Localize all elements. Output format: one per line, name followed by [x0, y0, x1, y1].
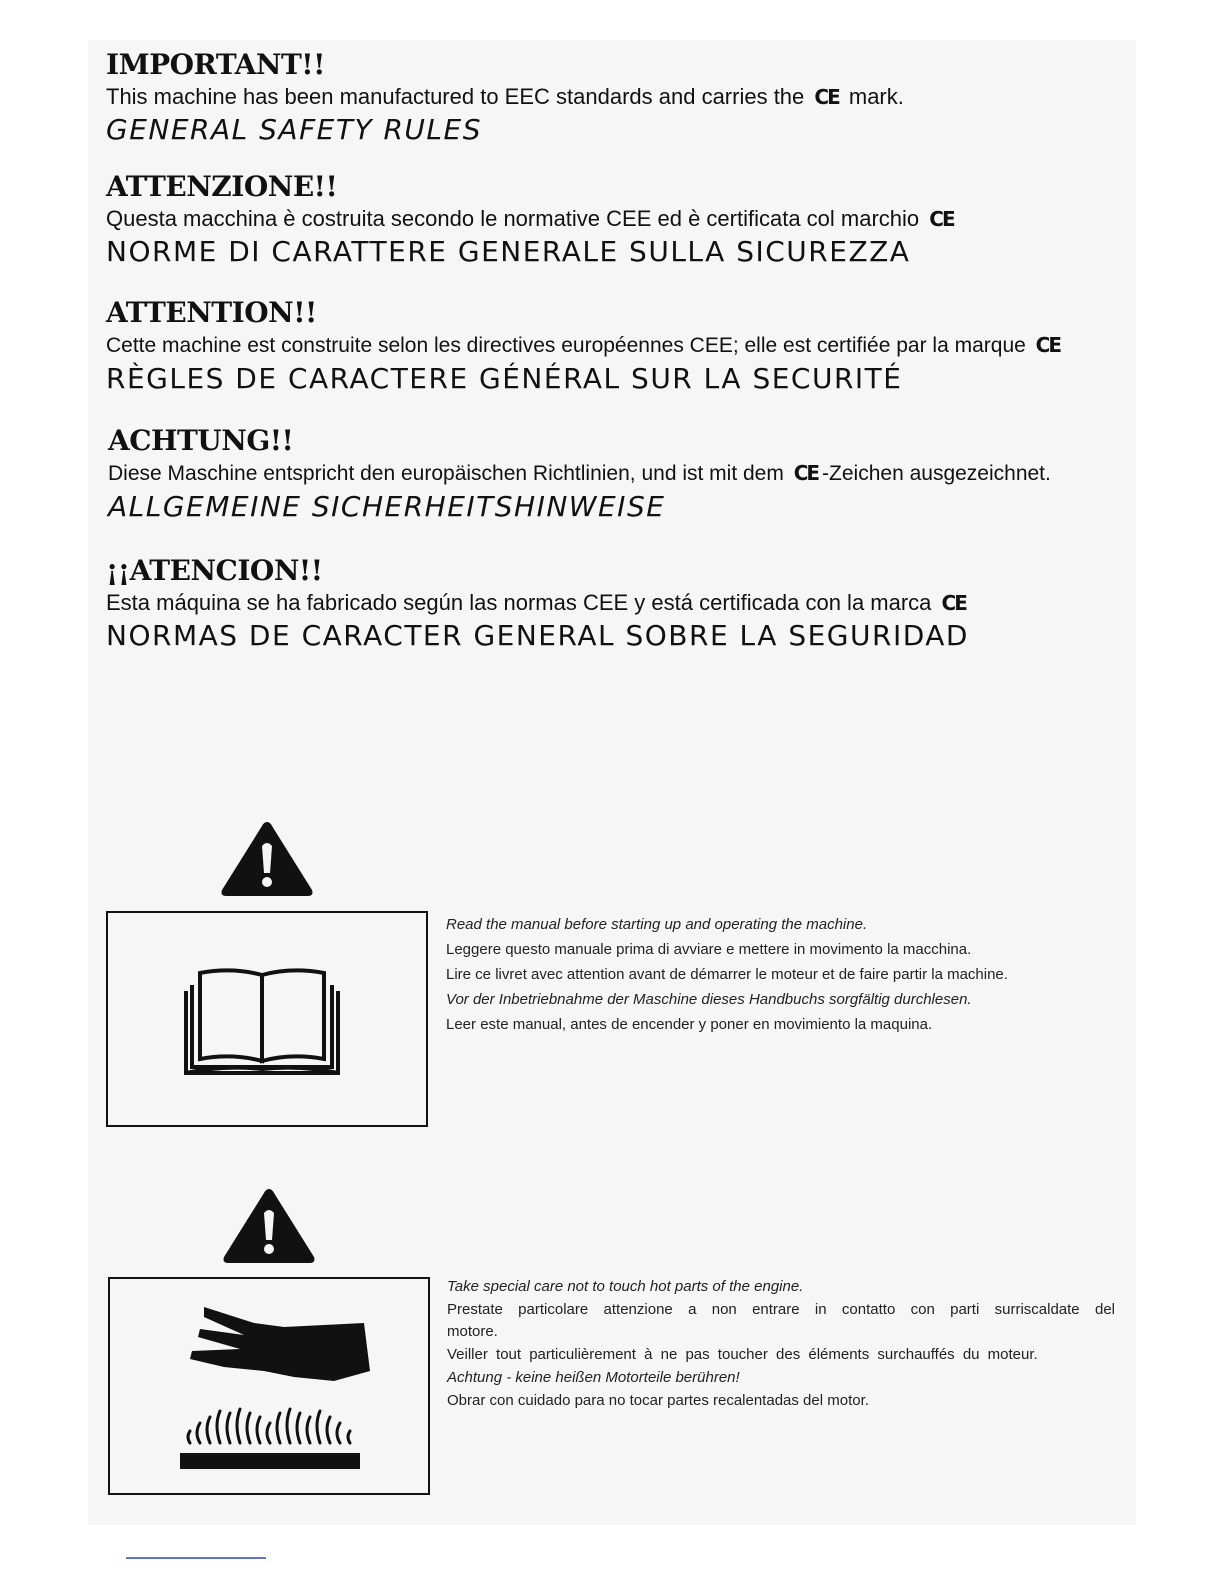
warning-line-it: Leggere questo manuale prima di avviare e mettere in movimento la macchina.: [446, 941, 972, 958]
section-rules-title: RÈGLES DE CARACTERE GÉNÉRAL SUR LA SECURITÉ: [106, 362, 903, 395]
warning-line-en: Take special care not to touch hot parts of the engine.: [447, 1278, 804, 1295]
section-text-before: Cette machine est construite selon les directives européennes CEE; elle est certifiée par la marque: [106, 334, 1026, 357]
warning-line-fr: Lire ce livret avec attention avant de démarrer le moteur et de faire partir la machine.: [446, 966, 1008, 983]
section-italian: [106, 170, 958, 270]
section-text-after: -Zeichen ausgezeichnet.: [822, 462, 1051, 485]
manual-pictogram-frame: [106, 911, 428, 1127]
ce-mark: CE: [814, 85, 839, 109]
manual-warning-text: [446, 912, 1008, 1037]
section-text-before: Esta máquina se ha fabricado según las normas CEE y está certificada con la marca: [106, 590, 932, 615]
section-text: [106, 204, 958, 234]
section-french: [106, 296, 1064, 397]
section-text-before: Questa macchina è costruita secondo le normative CEE ed è certificata col marchio: [106, 206, 920, 231]
open-book-icon: [182, 965, 342, 1077]
section-text: [108, 458, 1051, 489]
section-rules-title: ALLGEMEINE SICHERHEITSHINWEISE: [108, 490, 666, 523]
section-heading: ¡¡ATENCION!!: [106, 554, 323, 587]
hot-surface-pictogram-frame: [108, 1277, 430, 1495]
section-text: [106, 330, 1064, 361]
section-heading: ATTENZIONE!!: [106, 170, 338, 203]
section-text-before: Diese Maschine entspricht den europäischen Richtlinien, und ist mit dem: [108, 462, 784, 485]
section-rules-title: NORMAS DE CARACTER GENERAL SOBRE LA SEGURIDAD: [106, 619, 969, 652]
section-english: [106, 48, 904, 148]
ce-mark: CE: [1035, 333, 1060, 357]
section-heading: IMPORTANT!!: [106, 48, 325, 81]
warning-line-de: Vor der Inbetriebnahme der Maschine dieses Handbuchs sorgfältig durchlesen.: [446, 991, 972, 1008]
section-text-after: mark.: [848, 84, 904, 109]
warning-triangle-icon: [218, 818, 316, 898]
warning-line-es: Leer este manual, antes de encender y poner en movimiento la maquina.: [446, 1016, 933, 1033]
section-rules-title: GENERAL SAFETY RULES: [106, 113, 482, 146]
warning-line-en: Read the manual before starting up and operating the machine.: [446, 916, 868, 933]
section-text-before: This machine has been manufactured to EEC standards and carries the: [106, 84, 805, 109]
warning-triangle-icon: [220, 1185, 318, 1265]
section-german: [108, 424, 1051, 525]
section-heading: ATTENTION!!: [106, 296, 317, 329]
ce-mark: CE: [793, 461, 819, 485]
ce-mark: CE: [929, 207, 954, 231]
section-spanish: [106, 554, 970, 654]
warning-line-de: Achtung - keine heißen Motorteile berühren!: [447, 1369, 740, 1386]
warning-line-it: Prestate particolare attenzione a non entrare in contatto con parti surriscaldate del motore.: [447, 1301, 1115, 1340]
warning-line-es: Obrar con cuidado para no tocar partes recalentadas del motor.: [447, 1392, 869, 1409]
section-heading: ACHTUNG!!: [108, 424, 294, 457]
section-text: [106, 82, 904, 112]
footer-rule: [126, 1557, 266, 1559]
ce-mark: CE: [941, 591, 966, 615]
hot-surface-icon: [180, 1403, 364, 1471]
warning-line-fr: Veiller tout particulièrement à ne pas toucher des éléments surchauffés du moteur.: [447, 1346, 1038, 1363]
section-text: [106, 588, 970, 618]
section-rules-title: NORME DI CARATTERE GENERALE SULLA SICUREZZA: [106, 235, 911, 268]
hot-parts-warning-text: [447, 1276, 1115, 1413]
